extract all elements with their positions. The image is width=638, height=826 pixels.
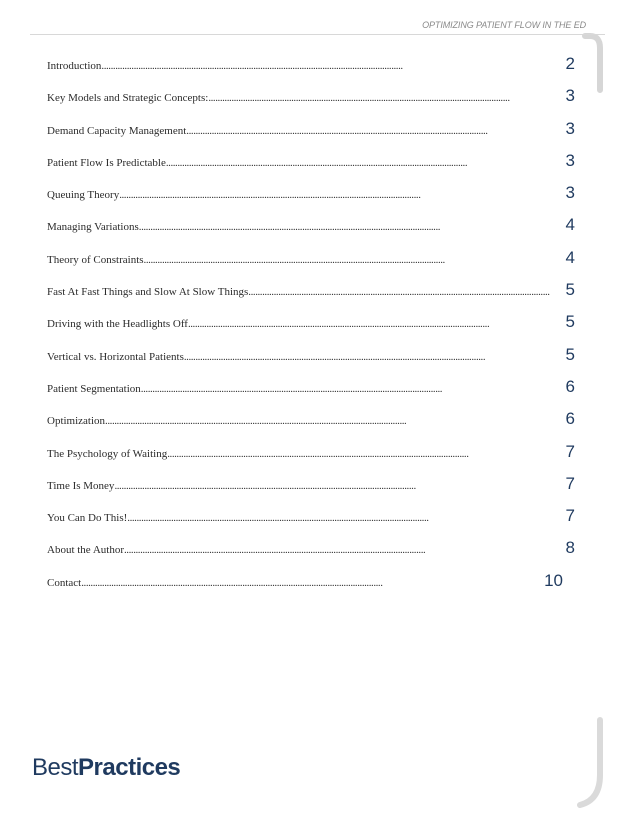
toc-entry-title: The Psychology of Waiting <box>47 447 168 460</box>
toc-dot-leader <box>144 254 561 266</box>
running-header: OPTIMIZING PATIENT FLOW IN THE ED <box>422 20 586 30</box>
toc-entry[interactable] <box>47 571 575 603</box>
toc-entry[interactable] <box>47 280 575 312</box>
toc-dot-leader <box>81 577 542 589</box>
toc-entry-page-number: 5 <box>565 312 575 332</box>
toc-entry-title: Time Is Money <box>47 479 115 492</box>
toc-entry-title: About the Author <box>47 544 124 557</box>
table-of-contents <box>47 54 575 603</box>
toc-entry-page-number: 2 <box>565 54 575 73</box>
toc-entry[interactable] <box>47 377 575 409</box>
header-rule <box>30 34 605 35</box>
toc-entry-title: Introduction <box>47 60 102 72</box>
toc-entry-title: Managing Variations <box>47 221 139 234</box>
toc-entry[interactable] <box>47 183 575 215</box>
toc-entry[interactable] <box>47 312 575 344</box>
toc-dot-leader <box>119 189 561 201</box>
toc-dot-leader <box>208 92 561 104</box>
toc-entry-title: Optimization <box>47 415 106 428</box>
toc-entry-title: Driving with the Headlights Off <box>47 318 188 331</box>
toc-entry[interactable] <box>47 442 575 474</box>
toc-entry[interactable] <box>47 506 575 538</box>
toc-dot-leader <box>105 415 561 427</box>
toc-entry[interactable] <box>47 474 575 506</box>
toc-entry-page-number: 3 <box>565 150 575 170</box>
toc-entry-title: Fast At Fast Things and Slow At Slow Things <box>47 286 249 299</box>
toc-entry-title: Theory of Constraints <box>47 253 144 266</box>
toc-entry[interactable] <box>47 248 575 280</box>
toc-entry[interactable] <box>47 345 575 377</box>
toc-entry-page-number: 10 <box>544 570 563 590</box>
toc-entry-title: Patient Flow Is Predictable <box>47 156 166 169</box>
toc-entry-title: Demand Capacity Management <box>47 124 187 137</box>
toc-dot-leader <box>139 221 561 233</box>
toc-entry-title: Key Models and Strategic Concepts: <box>47 92 209 105</box>
toc-entry[interactable] <box>47 54 575 86</box>
toc-entry[interactable] <box>47 86 575 118</box>
toc-entry-title: Contact <box>47 576 82 589</box>
toc-entry[interactable] <box>47 215 575 247</box>
toc-entry[interactable] <box>47 151 575 183</box>
toc-entry-page-number: 8 <box>565 538 575 558</box>
toc-entry[interactable] <box>47 409 575 441</box>
toc-dot-leader <box>166 157 561 169</box>
toc-entry-page-number: 6 <box>565 376 575 396</box>
toc-dot-leader <box>188 318 561 330</box>
toc-entry-page-number: 7 <box>565 441 575 461</box>
toc-entry-title: Queuing Theory <box>47 189 120 202</box>
toc-dot-leader <box>248 286 561 298</box>
toc-entry-title: Vertical vs. Horizontal Patients <box>47 350 184 363</box>
toc-entry-page-number: 3 <box>565 183 575 203</box>
toc-dot-leader <box>101 60 561 72</box>
toc-dot-leader <box>167 448 561 460</box>
toc-entry-title: You Can Do This! <box>47 512 128 525</box>
toc-entry[interactable] <box>47 119 575 151</box>
logo-word-practices: Practices <box>78 754 181 781</box>
toc-dot-leader <box>127 512 561 524</box>
toc-entry-page-number: 4 <box>565 247 575 267</box>
bestpractices-logo <box>32 754 180 782</box>
toc-entry-page-number: 4 <box>565 215 575 235</box>
toc-entry-page-number: 7 <box>565 473 575 493</box>
toc-dot-leader <box>114 480 561 492</box>
toc-entry-page-number: 6 <box>565 409 575 429</box>
toc-entry-page-number: 7 <box>565 506 575 526</box>
toc-dot-leader <box>184 351 561 363</box>
logo-word-best: Best <box>32 754 79 781</box>
toc-entry-title: Patient Segmentation <box>47 382 141 395</box>
toc-dot-leader <box>124 544 561 556</box>
toc-entry-page-number: 5 <box>565 344 575 364</box>
toc-entry-page-number: 5 <box>565 280 575 300</box>
toc-dot-leader <box>141 383 561 395</box>
toc-entry-page-number: 3 <box>565 86 575 106</box>
toc-dot-leader <box>186 125 561 137</box>
toc-entry-page-number: 3 <box>565 118 575 138</box>
toc-entry[interactable] <box>47 538 575 570</box>
